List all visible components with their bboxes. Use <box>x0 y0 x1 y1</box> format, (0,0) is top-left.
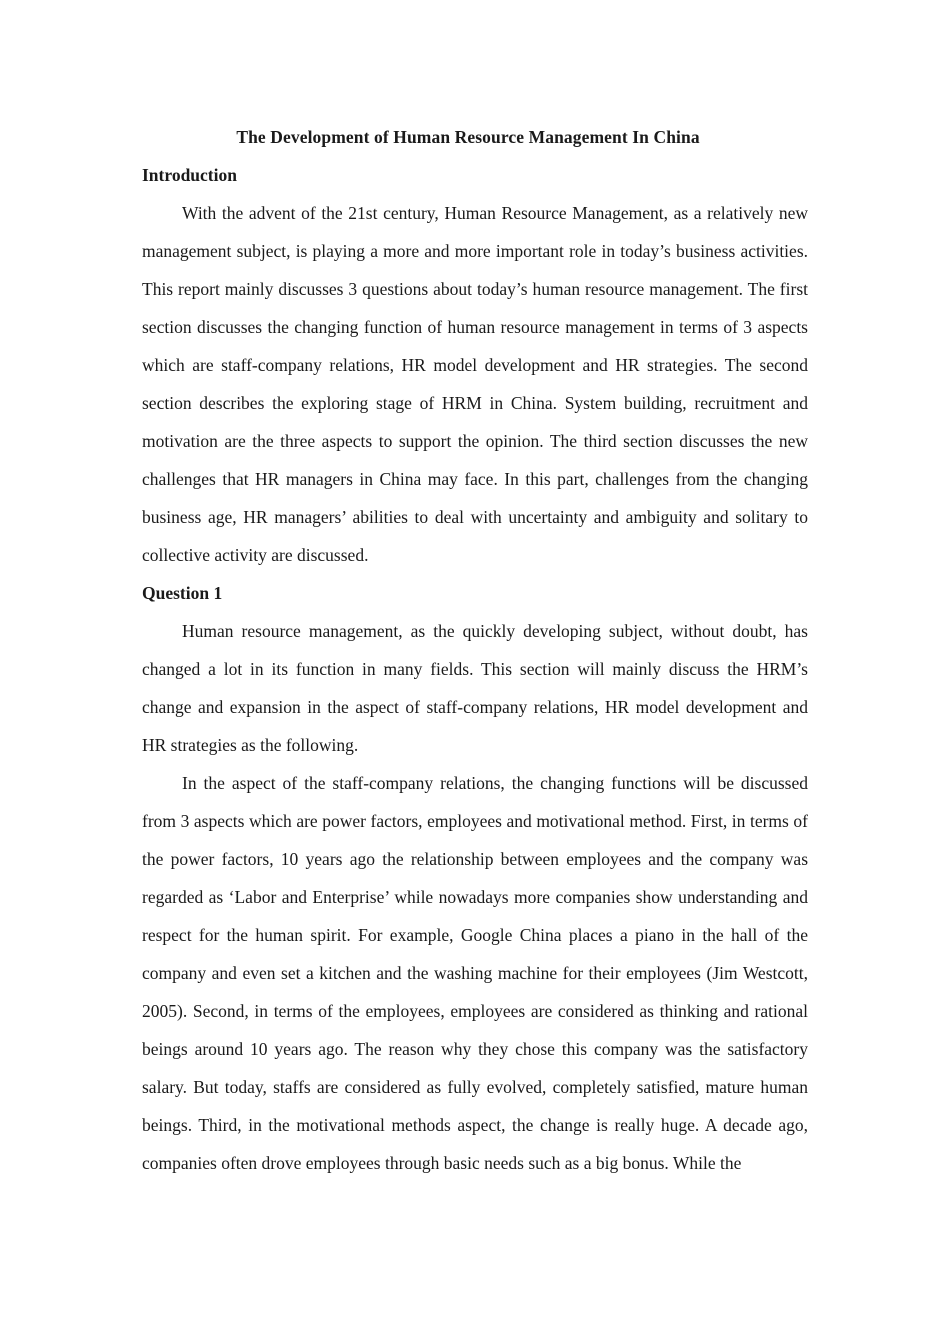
paragraph-question1-1: Human resource management, as the quickly developing subject, without doubt, has changed a lot in its function in many fields. This section will mainly discuss the HRM’s change and expansion in the aspect of staff-company relations, HR model development and HR strategies as the following. <box>142 621 808 755</box>
section-heading-introduction: Introduction <box>142 165 237 185</box>
paragraph-question1-2: In the aspect of the staff-company relations, the changing functions will be discussed from 3 aspects which are power factors, employees and motivational method. First, in terms of the power factors, 10 years ago the relationship between employees and the company was regarded as ‘Labor and Enterprise’ while nowadays more companies show understanding and respect for the human spirit. For example, Google China places a piano in the hall of the company and even set a kitchen and the washing machine for their employees (Jim Westcott, 2005). Second, in terms of the employees, employees are considered as thinking and rational beings around 10 years ago. The reason why they chose this company was the satisfactory salary. But today, staffs are considered as fully evolved, completely satisfied, mature human beings. Third, in the motivational methods aspect, the change is really huge. A decade ago, companies often drove employees through basic needs such as a big bonus. While the <box>142 773 808 1173</box>
paragraph-introduction-1: With the advent of the 21st century, Human Resource Management, as a relatively new management subject, is playing a more and more important role in today’s business activities. This report mainly discusses 3 questions about today’s human resource management. The first section discusses the changing function of human resource management in terms of 3 aspects which are staff-company relations, HR model development and HR strategies. The second section describes the exploring stage of HRM in China. System building, recruitment and motivation are the three aspects to support the opinion. The third section discusses the new challenges that HR managers in China may face. In this part, challenges from the changing business age, HR managers’ abilities to deal with uncertainty and ambiguity and solitary to collective activity are discussed. <box>142 203 808 565</box>
page-content <box>142 118 808 1182</box>
section-heading-question-1: Question 1 <box>142 583 223 603</box>
page-title: The Development of Human Resource Management In China <box>236 127 700 147</box>
